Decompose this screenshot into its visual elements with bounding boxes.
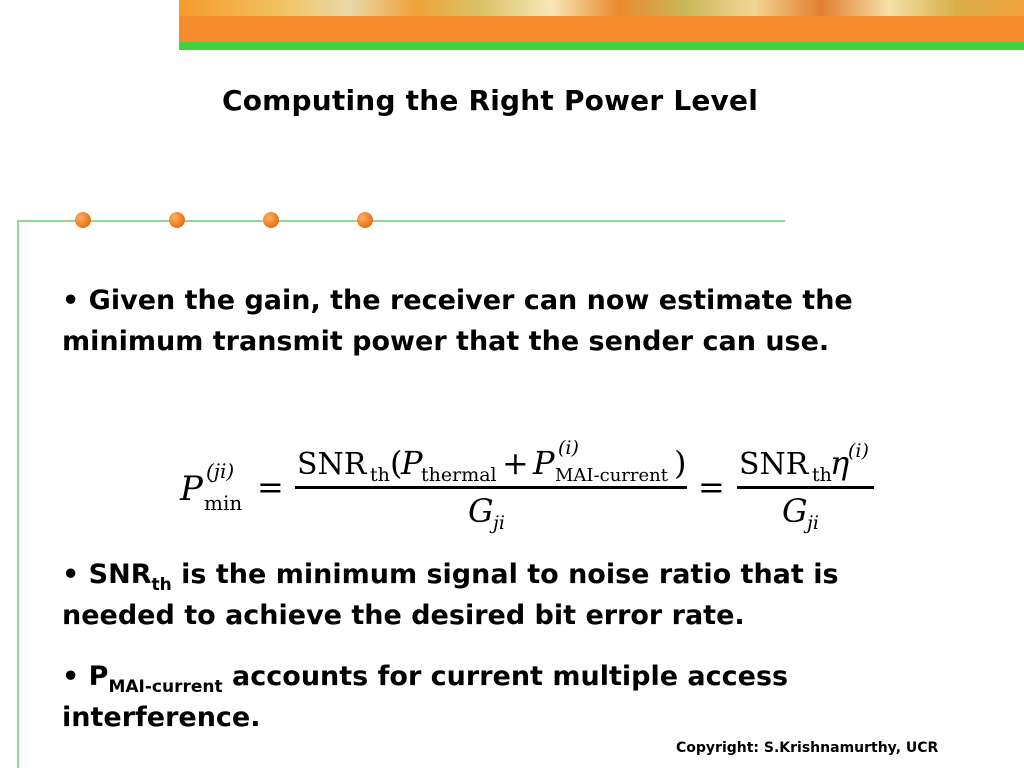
bullet-marker: •	[62, 661, 80, 692]
bullet-lead-sub: MAI-current	[108, 677, 223, 697]
formula-eta: η	[830, 444, 850, 482]
formula-plus: +	[502, 444, 529, 482]
decorative-dot	[263, 212, 279, 228]
formula-equals-2: =	[698, 468, 725, 506]
bullet-lead: SNR	[88, 559, 152, 590]
formula-num1-sub: th	[370, 464, 390, 486]
bullet-text: is the minimum signal to noise ratio that is needed to achieve the desired bit error rate.	[62, 559, 839, 631]
formula-den1: G	[468, 492, 494, 530]
bullet-text: Given the gain, the receiver can now estimate the minimum transmit power that the sender can use.	[62, 285, 853, 357]
formula-num1: SNR	[297, 447, 367, 482]
orange-band	[179, 16, 1024, 42]
bullet-mai-definition	[62, 656, 942, 738]
header-banner	[179, 0, 1024, 50]
formula-p-thermal-sub: thermal	[421, 464, 497, 486]
formula-fraction-bar	[295, 486, 687, 489]
formula-lhs-sup: (ji)	[206, 459, 235, 483]
frame-horizontal-line	[17, 220, 785, 222]
formula-den2: G	[782, 492, 808, 530]
formula-den2-sub: ji	[807, 512, 819, 534]
formula-num2-sub: th	[812, 464, 832, 486]
bullet-lead: P	[88, 661, 109, 692]
frame-vertical-line	[17, 220, 19, 768]
bullet-text: accounts for current multiple access interference.	[62, 661, 789, 733]
formula-den1-sub: ji	[493, 512, 505, 534]
formula-paren-open: (	[390, 444, 403, 482]
bullet-gain-estimate	[62, 280, 902, 362]
formula-fraction-bar-2	[737, 486, 874, 489]
formula-num2: SNR	[739, 447, 809, 482]
power-formula	[175, 430, 885, 540]
bullet-snr-definition	[62, 554, 942, 636]
formula-p-mai-sup: (i)	[558, 437, 579, 459]
formula-eta-sup: (i)	[848, 440, 869, 462]
slide-title: Computing the Right Power Level	[221, 84, 758, 117]
formula-p-mai-sub: MAI-current	[555, 465, 668, 486]
bullet-marker: •	[62, 559, 80, 590]
decorative-dot	[169, 212, 185, 228]
bullet-lead-sub: th	[151, 575, 172, 595]
formula-lhs-sub: min	[204, 491, 243, 515]
decorative-dot	[75, 212, 91, 228]
flower-strip-image	[179, 0, 1024, 16]
formula-p-mai: P	[533, 444, 555, 482]
formula-lhs: P	[180, 469, 203, 509]
decorative-dot	[357, 212, 373, 228]
formula-paren-close: )	[674, 444, 687, 482]
formula-equals: =	[257, 468, 284, 506]
bullet-marker: •	[62, 285, 80, 316]
copyright-footer: Copyright: S.Krishnamurthy, UCR	[676, 740, 939, 756]
green-band	[179, 42, 1024, 50]
formula-p-thermal: P	[401, 444, 423, 482]
